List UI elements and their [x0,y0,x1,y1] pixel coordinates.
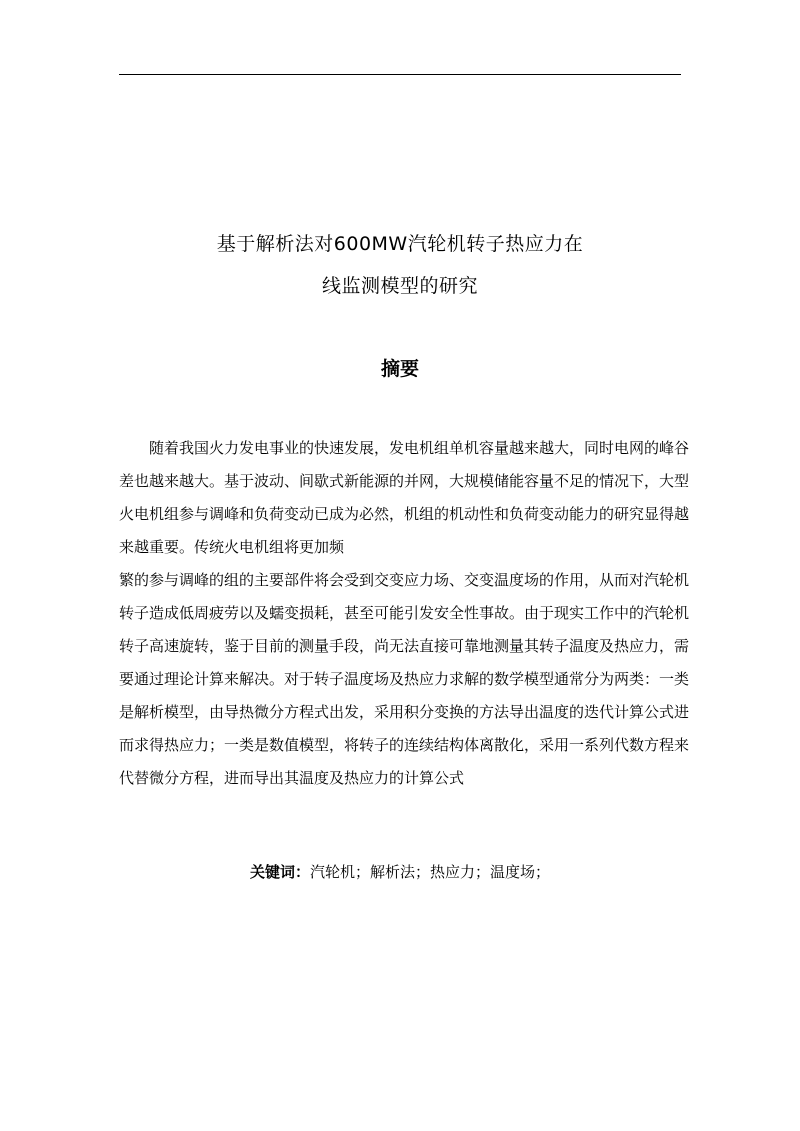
header-rule [119,74,681,75]
abstract-paragraph-2: 繁的参与调峰的组的主要部件将会受到交变应力场、交变温度场的作用，从而对汽轮机转子造成低周疲劳以及蠕变损耗，甚至可能引发安全性事故。由于现实工作中的汽轮机转子高速旋转，鉴于目前的测量手段，尚无法直接可靠地测量其转子温度及热应力，需要通过理论计算来解决。对于转子温度场及热应力求解的数学模型通常分为两类：一类是解析模型，由导热微分方程式出发，采用积分变换的方法导出温度的迭代计算公式进而求得热应力；一类是数值模型，将转子的连续结构体离散化，采用一系列代数方程来代替微分方程，进而导出其温度及热应力的计算公式 [119,571,690,787]
abstract-paragraph-1: 随着我国火力发电事业的快速发展，发电机组单机容量越来越大，同时电网的峰谷差也越来越大。基于波动、间歇式新能源的并网，大规模储能容量不足的情况下，大型火电机组参与调峰和负荷变动已成为必然，机组的机动性和负荷变动能力的研究显得越来越重要。传统火电机组将更加频 [119,439,690,556]
abstract-body [119,432,689,795]
keywords-label: 关键词： [249,863,310,881]
document-title-line-2: 线监测模型的研究 [321,275,478,297]
keywords [0,860,800,884]
abstract-heading: 摘要 [380,358,419,380]
document-title-line-1: 基于解析法对600MW汽轮机转子热应力在 [216,233,584,255]
keywords-items: 汽轮机；解析法；热应力；温度场； [310,863,551,881]
